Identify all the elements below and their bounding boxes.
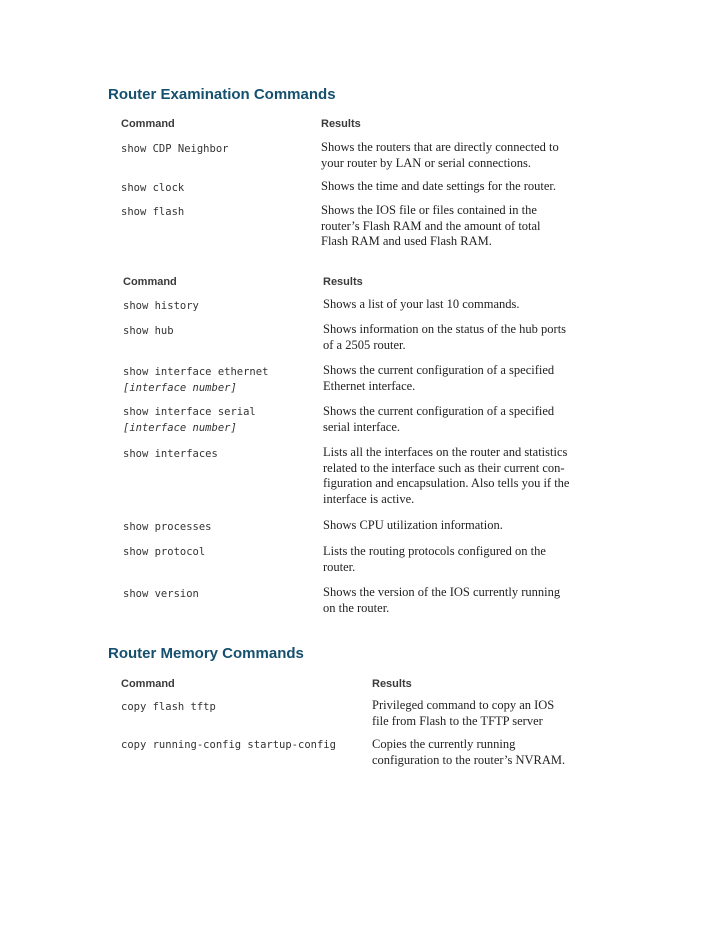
result-line: Flash RAM and used Flash RAM. xyxy=(321,234,492,248)
column-header-results: Results xyxy=(372,678,412,690)
result-line: Shows the time and date settings for the router. xyxy=(321,179,557,193)
command-cell xyxy=(123,586,199,602)
command-line: show processes xyxy=(123,521,212,533)
command-line: show clock xyxy=(121,182,185,194)
result-line: router. xyxy=(323,559,356,574)
result-cell xyxy=(323,445,569,507)
command-line: show history xyxy=(123,300,199,312)
result-cell xyxy=(372,698,554,729)
result-line: Lists the routing protocols configured on the xyxy=(323,544,546,558)
command-line: show flash xyxy=(121,206,185,218)
result-cell xyxy=(323,585,560,616)
result-line: related to the interface such as their current con- xyxy=(323,460,565,475)
result-line: your router by LAN or serial connections. xyxy=(321,155,532,170)
result-line: on the router. xyxy=(323,600,390,615)
result-line: Shows the version of the IOS currently running xyxy=(323,585,561,599)
command-cell xyxy=(123,298,199,314)
command-cell xyxy=(121,699,216,715)
command-cell xyxy=(123,364,268,396)
command-cell xyxy=(123,519,212,535)
command-cell xyxy=(123,404,256,436)
result-line: Privileged command to copy an IOS xyxy=(372,698,555,712)
command-line: show version xyxy=(123,588,199,600)
column-header-command: Command xyxy=(123,276,177,288)
result-line: Shows the current configuration of a specified xyxy=(323,404,555,418)
result-line: interface is active. xyxy=(323,491,415,506)
result-line: configuration to the router’s NVRAM. xyxy=(372,752,566,767)
result-line: serial interface. xyxy=(323,419,401,434)
result-cell xyxy=(323,544,546,575)
result-line: file from Flash to the TFTP server xyxy=(372,713,543,728)
result-line: Ethernet interface. xyxy=(323,378,416,393)
column-header-command: Command xyxy=(121,118,175,130)
command-line: copy flash tftp xyxy=(121,701,216,713)
command-line: show interfaces xyxy=(123,448,218,460)
command-line-parameter: [interface number] xyxy=(123,422,237,434)
result-cell xyxy=(323,322,566,353)
result-cell xyxy=(323,404,554,435)
command-line-parameter: [interface number] xyxy=(123,382,237,394)
command-cell xyxy=(121,141,228,157)
result-cell xyxy=(321,140,559,171)
command-cell xyxy=(121,737,336,753)
command-cell xyxy=(123,446,218,462)
result-line: figuration and encapsulation. Also tells you if the xyxy=(323,476,570,490)
result-cell xyxy=(323,363,554,394)
section-heading-memory: Router Memory Commands xyxy=(108,645,304,662)
result-cell xyxy=(372,737,565,768)
command-line: show interface ethernet xyxy=(123,366,269,378)
result-cell xyxy=(323,518,503,534)
result-cell xyxy=(321,179,556,195)
result-line: of a 2505 router. xyxy=(323,337,406,352)
result-cell xyxy=(323,297,520,313)
result-cell xyxy=(321,203,541,250)
result-line: Shows the IOS file or files contained in the xyxy=(321,203,537,217)
result-line: Lists all the interfaces on the router and statistics xyxy=(323,445,568,459)
command-cell xyxy=(121,204,184,220)
command-line: copy running-config startup-config xyxy=(121,739,336,751)
result-line: Copies the currently running xyxy=(372,737,516,751)
command-cell xyxy=(121,180,184,196)
result-line: Shows a list of your last 10 commands. xyxy=(323,297,520,311)
section-heading-examination: Router Examination Commands xyxy=(108,86,336,103)
column-header-results: Results xyxy=(323,276,363,288)
command-line: show CDP Neighbor xyxy=(121,143,229,155)
column-header-command: Command xyxy=(121,678,175,690)
result-line: Shows information on the status of the hub ports xyxy=(323,322,567,336)
command-cell xyxy=(123,323,174,339)
command-line: show protocol xyxy=(123,546,206,558)
result-line: Shows CPU utilization information. xyxy=(323,518,503,532)
command-cell xyxy=(123,544,205,560)
result-line: Shows the current configuration of a specified xyxy=(323,363,555,377)
command-line: show interface serial xyxy=(123,406,256,418)
column-header-results: Results xyxy=(321,118,361,130)
command-line: show hub xyxy=(123,325,174,337)
result-line: router’s Flash RAM and the amount of total xyxy=(321,218,541,233)
result-line: Shows the routers that are directly connected to xyxy=(321,140,559,154)
